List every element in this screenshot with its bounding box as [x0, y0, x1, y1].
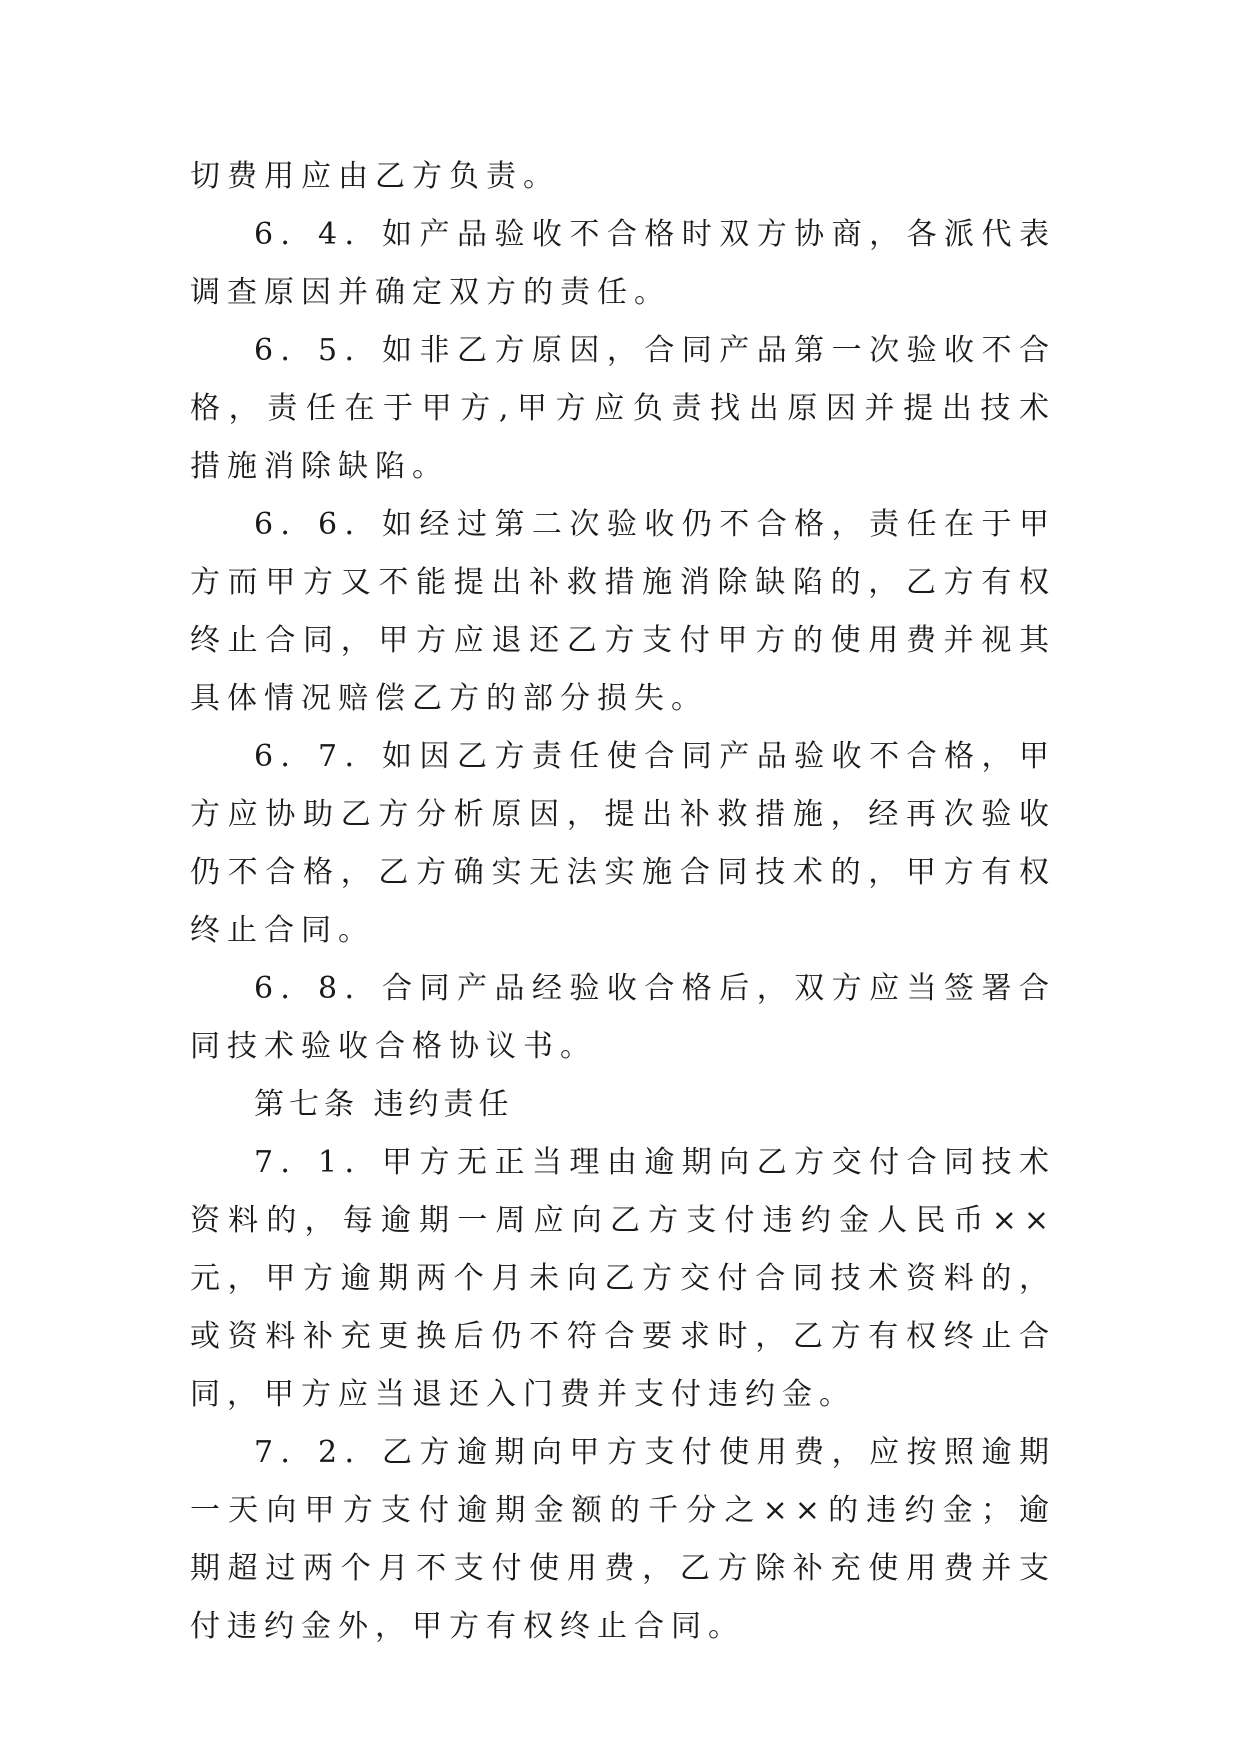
- paragraph-clause-6-8: 6．8．合同产品经验收合格后，双方应当签署合同技术验收合格协议书。: [190, 971, 1056, 1064]
- document-page: [190, 148, 1056, 1656]
- paragraph-clause-6-4: 6．4．如产品验收不合格时双方协商，各派代表调查原因并确定双方的责任。: [190, 217, 1056, 310]
- paragraph-continuation: 切费用应由乙方负责。: [190, 159, 560, 194]
- paragraph-clause-6-7: 6．7．如因乙方责任使合同产品验收不合格，甲方应协助乙方分析原因，提出补救措施，经再次验收仍不合格，乙方确实无法实施合同技术的，甲方有权终止合同。: [190, 739, 1056, 948]
- section-heading-article-7: 第七条 违约责任: [254, 1087, 514, 1122]
- paragraph-clause-7-1: 7．1．甲方无正当理由逾期向乙方交付合同技术资料的，每逾期一周应向乙方支付违约金人民币××元，甲方逾期两个月未向乙方交付合同技术资料的，或资料补充更换后仍不符合要求时，乙方有权终止合同，甲方应当退还入门费并支付违约金。: [190, 1145, 1056, 1412]
- paragraph-clause-6-5: 6．5．如非乙方原因，合同产品第一次验收不合格，责任在于甲方,甲方应负责找出原因并提出技术措施消除缺陷。: [190, 333, 1056, 484]
- paragraph-clause-7-2: 7．2．乙方逾期向甲方支付使用费，应按照逾期一天向甲方支付逾期金额的千分之××的违约金；逾期超过两个月不支付使用费，乙方除补充使用费并支付违约金外，甲方有权终止合同。: [190, 1435, 1056, 1644]
- paragraph-clause-6-6: 6．6．如经过第二次验收仍不合格，责任在于甲方而甲方又不能提出补救措施消除缺陷的，乙方有权终止合同，甲方应退还乙方支付甲方的使用费并视其具体情况赔偿乙方的部分损失。: [190, 507, 1056, 716]
